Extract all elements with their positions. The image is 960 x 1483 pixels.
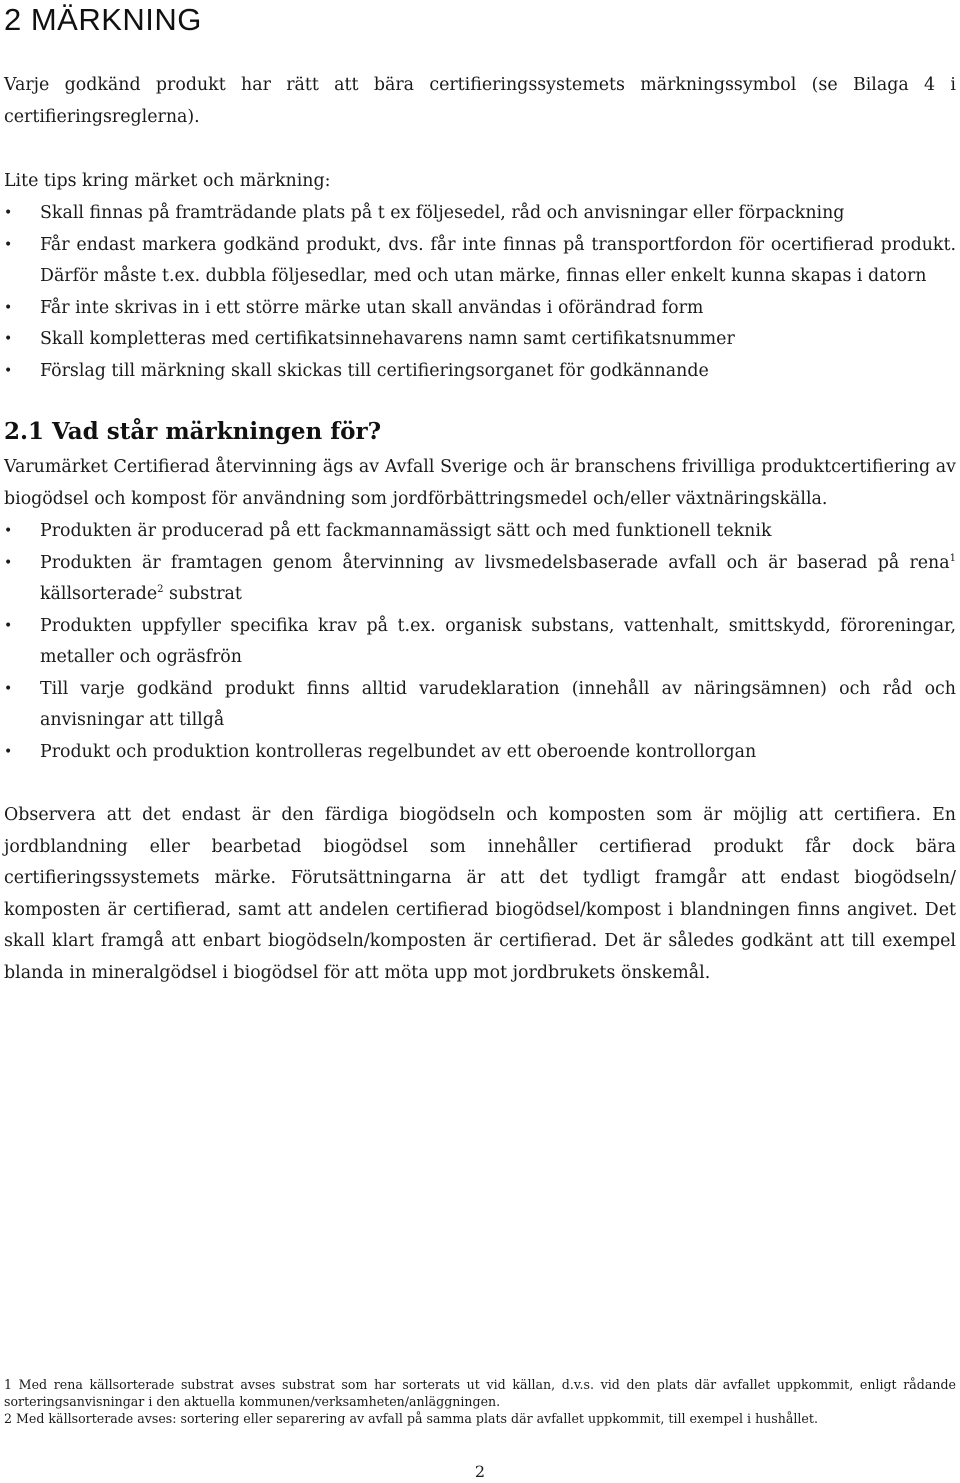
footnote-1: 1 Med rena källsorterade substrat avses substrat som har sorterats ut vid källan, d.v.s. vid den plats där avfallet uppkommit, enligt rådande sorteringsanvisningar i den aktuella kommunen/verksamheten/anläggningen.: [4, 1377, 956, 1409]
list-item: • Får inte skrivas in i ett större märke utan skall användas i oförändrad form: [4, 293, 956, 325]
bullet-icon: •: [4, 205, 13, 221]
bullet-icon: •: [4, 743, 13, 760]
list-item: • Skall finnas på framträdande plats på t ex följesedel, råd och anvisningar eller förpackning: [4, 198, 956, 230]
bullet-icon: •: [4, 331, 13, 347]
list-item: • Skall kompletteras med certifikatsinnehavarens namn samt certifikatsnummer: [4, 324, 956, 356]
page-number: 2: [474, 1462, 486, 1481]
bullet-icon: •: [4, 523, 13, 539]
section-heading: 2.1 Vad står märkningen för?: [4, 418, 382, 445]
tips-list: [4, 198, 956, 387]
intro-paragraph: Varje godkänd produkt har rätt att bära certifieringssystemets märkningssymbol (se Bilaga 4 i certifieringsreglerna).: [4, 75, 956, 127]
section-intro: Varumärket Certifierad återvinning ägs av Avfall Sverige och är branschens frivilliga produktcertifiering av biogödsel och kompost för användning som jordförbättringsmedel och/eller växtnäringskälla.: [4, 457, 956, 509]
footnote-ref-1: 1: [949, 552, 956, 564]
criteria-list: [4, 516, 956, 768]
list-item: • Får endast markera godkänd produkt, dvs. får inte finnas på transportfordon för ocertifierad produkt. Därför måste t.ex. dubbla följesedlar, med och utan märke, finnas eller enkelt kunna skapas i datorn: [4, 230, 956, 293]
bullet-icon: •: [4, 554, 13, 571]
list-item: • Produkten är framtagen genom återvinning av livsmedelsbaserade avfall och är baserad på rena$^1$ källsorterade$^2$ substrat: [4, 548, 956, 611]
observation-paragraph: Observera att det endast är den färdiga biogödseln och komposten som är möjlig att certifiera. En jordblandning eller bearbetad biogödsel som innehåller certifierad produkt får dock bära certifieringssystemets märke. Förutsättningarna är att det tydligt framgår att endast biogödseln/ komposten är certifierad, samt att andelen certifierad biogödsel/kompost i blandningen finns angivet. Det skall klart framgå att enbart biogödseln/komposten är certifierad. Det är således godkänt att till exempel blanda in mineralgödsel i biogödsel för att möta upp mot jordbrukets önskemål.: [4, 805, 956, 983]
list-item: • Förslag till märkning skall skickas till certifieringsorganet för godkännande: [4, 356, 956, 388]
list-item: • Produkt och produktion kontrolleras regelbundet av ett oberoende kontrollorgan: [4, 737, 956, 769]
bullet-icon: •: [4, 617, 13, 634]
list-item: • Produkten uppfyller specifika krav på t.ex. organisk substans, vattenhalt, smittskydd, föroreningar, metaller och ogräsfrön: [4, 611, 956, 674]
bullet-icon: •: [4, 236, 13, 253]
footnote-2: 2 Med källsorterade avses: sortering eller separering av avfall på samma plats där avfallet uppkommit, till exempel i hushållet.: [4, 1411, 818, 1426]
list-item: • Produkten är producerad på ett fackmannamässigt sätt och med funktionell teknik: [4, 516, 956, 548]
footnote-ref-2: 2: [157, 584, 164, 596]
bullet-icon: •: [4, 299, 13, 316]
list-item: • Till varje godkänd produkt finns alltid varudeklaration (innehåll av näringsämnen) och råd och anvisningar att tillgå: [4, 674, 956, 737]
page-heading: 2 MÄRKNING: [4, 2, 202, 37]
bullet-icon: •: [4, 680, 13, 697]
tips-title: Lite tips kring märket och märkning:: [4, 171, 331, 191]
bullet-icon: •: [4, 362, 13, 379]
